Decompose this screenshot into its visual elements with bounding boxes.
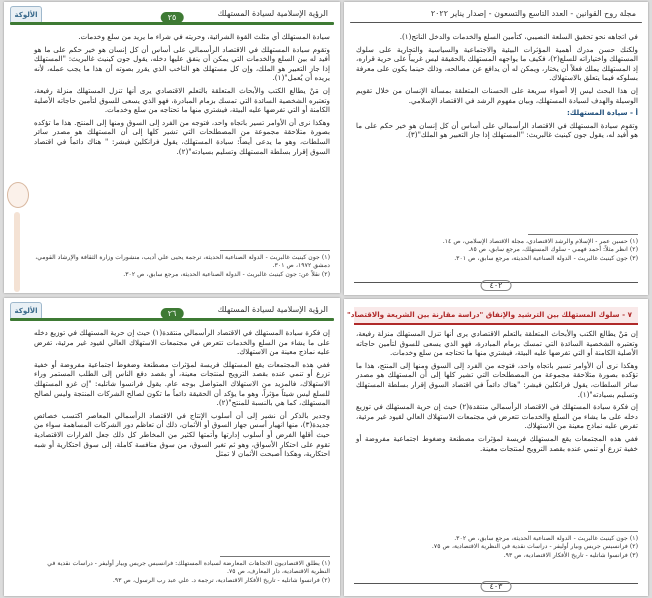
footnote-rule (528, 234, 638, 235)
page-header (10, 303, 334, 323)
footnotes (34, 254, 330, 279)
paragraph: وتقوم سيادة المستهلك في الاقتصاد الرأسمالي على أساس أن كل إنسان هو خير حكم على ما هو أفيد له، يقول جون كينيث غالبريث: "المستهلك إذا جاز التعبير هو الملك"(٣). (356, 120, 638, 140)
running-header: الرؤية الإسلامية لسيادة المستهلك (217, 305, 328, 314)
article-title: ٧ - سلوك المستهلك بين الترشيد والإنفاق "دراسة مقارنة بين الشريعة والاقتصاد" (347, 310, 632, 319)
paragraph: سيادة المستهلك أي مثلث القوة الشرائية، وحريته في شراء ما يريد من سلع وخدمات. (78, 32, 330, 41)
footnote-rule (220, 556, 330, 557)
footnote: (١) يطلق الاقتصاديون الاتجاهات المعارضة لسيادة المستهلك: فرانسيس جريس وبيار أوليفر - دراسات نقدية في النظرية الاقتصادية، دار المعارف، ص ٧٥. (47, 560, 330, 576)
paragraph: وهكذا نرى أن الأوامر تسير باتجاه واحد، فتوجه من الفرد إلى السوق ومنها إلى المنتج، هذا ما تؤكده بصورة متلاحقة مجموعة من المصطلحات التي تشير كلها إلى أن المستهلك هو مصدر سائر السلطات، يقول فرانكلين فيشر: "هناك دائماً في اقتصاد السوق إقرار بسلطة المستهلك وتسليم بسيادته"(١). (356, 360, 638, 399)
page-body (356, 32, 638, 143)
page-footer-number: ٤٠٣ (481, 581, 512, 592)
header-rule (350, 22, 642, 23)
article-title-banner (347, 307, 638, 325)
journal-page-403 (344, 299, 648, 596)
running-header: الرؤية الإسلامية لسيادة المستهلك (217, 9, 328, 18)
paragraph: ففي هذه المجتمعات يقع المستهلك فريسة لمؤثرات مصطنعة وضغوط اجتماعية مفروضة أو خفية تزرع أو تنمي عنده بقصد الترويج لمنتجات معينة، أو بقصد دفع الناس إلى الطلب المستمر وراء الاستهلاك، فالمزيد من الاستهلاك المتواصل بوجه عام. يقول فرانسوا شاتليه: "إن غزو المستهلك للسلع ليس شيئاً مؤثراً، وهو ما يؤكد أن الحقيقة دائماً ما تكون لصالح الشركات المنتجة وليس لصالح المستهلك، كما هي بالنسبة للمنتج"(٢). (34, 359, 330, 408)
paragraph: إن مَنْ يطالع الكتب والأبحاث المتعلقة بالتعلم الاقتصادي يرى أنها تنزل المستهلك منزلة رفيعة، وتعتبره الشخصية السائدة التي تمسك بزمام المبادرة، فهو الذي يسعى للسوق لتأمين حاجاته الأصلية الكامنة أو التي تفرضها عليه البيئة، فيشتري منها ما تحتاجه من سلع وخدمات. (356, 329, 638, 358)
publisher-logo: الألوكة (10, 302, 42, 320)
page-number-badge: ٢٥ (161, 12, 184, 23)
paragraph: إن مَنْ يطالع الكتب والأبحاث المتعلقة بالتعلم الاقتصادي يرى أنها تنزل المستهلك منزلة رفيعة، وتعتبره الشخصية السائدة التي تمسك بزمام المبادرة، فهو الذي يسعى للسوق لتأمين حاجاته الأصلية الكامنة أو التي تفرضها عليه البيئة، فيشتري منها ما تحتاجه من سلع وخدمات. (34, 85, 330, 115)
footnotes (34, 560, 330, 585)
footnote: (٣) جون كينيث غالبريث - الدولة الصناعية الحديثة، مرجع سابق، ص ٣٠١. (454, 254, 638, 262)
header-rule (10, 22, 334, 25)
footnotes (356, 238, 638, 263)
footnote: (١) جون كينيث غالبريث - الدولة الصناعية الحديثة، ترجمة يحيى علي أديب، منشورات وزارة الثقافة والإرشاد القومي، دمشق ١٩٧٢، ص ٣٠١. (35, 254, 330, 270)
footnote: (١) حسين عمر - الإسلام والرشد الاقتصادي، مجلة الاقتصاد الإسلامي، ص ١٤. (442, 238, 638, 245)
running-header: مجلة روح القوانين - العدد التاسع والتسعون - إصدار يناير ٢٠٢٢ (430, 9, 636, 18)
footnote: (٢) نقلاً عن: جون كينيث غالبريث - الدولة الصناعية الحديثة، مرجع سابق، ص ٣٠٢. (123, 270, 330, 278)
footnote: (٣) فرانسوا شاتليه - تاريخ الأفكار الاقتصادية، ص ٩٣. (503, 551, 638, 559)
page-body (356, 329, 638, 456)
paragraph: إن هذا البحث ليس إلا أضواء سريعة على الحسنات المتعلقة بمسألة الإنسان من خلال تقويم الوسيلة والهدف لسيادة المستهلك، وبيان مفهوم الرشد في الاقتصاد الإسلامي. (356, 85, 638, 105)
footnote: (٢) فرانسيس جريس وبيار أوليفر - دراسات نقدية في النظرية الاقتصادية، ص ٧٥. (431, 543, 638, 551)
book-page-25 (4, 2, 340, 293)
ornament-strip (14, 212, 20, 292)
paragraph: في اتجاهه نحو تحقيق السلعة النصيبي، كتأمين السلع والخدمات والدخل الناتج(١). (399, 32, 638, 41)
page-footer-number: ٤٠٢ (481, 280, 512, 291)
footnote: (٢) فرانسوا شاتليه - تاريخ الأفكار الاقتصادية، ترجمة د. علي عبد رب الرسول، ص ٩٣. (112, 576, 330, 584)
footnotes (356, 535, 638, 560)
page-header (10, 7, 334, 27)
page-body (34, 328, 330, 462)
page-number-badge: ٢٦ (161, 308, 184, 319)
decorative-sidebar (7, 152, 27, 293)
footnote-rule (528, 531, 638, 532)
publisher-logo: الألوكة (10, 6, 42, 24)
footnote-rule (220, 250, 330, 251)
paragraph: وجدير بالذكر أن نشير إلى أن أسلوب الإنتاج في الاقتصاد الرأسمالي المعاصر اكتسب خصائص جديدة(٣)، منها انهيار أسس جهاز السوق أو الأثمان، ذلك أن تعاظم دور الشركات المساهمة سواء من حيث أقلها الفرض أو أسلوب إدارتها وأتمتها لكثير من المخاطر كل ذلك جعل القرارات الاقتصادية تقوم على احتكار الأسواق، وهو ثم تغير السوق، من سوق منافسة كاملة، إلى سوق احتكارية أو شبه احتكارية، وهكذا أصبحت الأثمان لا تمثل (34, 410, 330, 459)
ornament-icon (7, 182, 29, 208)
footnote: (٢) انظر مثلاً: أحمد فهمي - سلوك المستهلك، مرجع سابق، ص ٨٥. (468, 246, 638, 254)
page-header (350, 7, 642, 27)
header-rule (10, 318, 334, 321)
paragraph: وهكذا نرى أن الأوامر تسير باتجاه واحد، فتوجه من الفرد إلى السوق ومنها إلى المنتج. هذا ما تؤكده بصورة متلاحقة مجموعة من المصطلحات التي تشير كلها إلى أن المستهلك هو مصدر سائر السلطات، وهو ما يدعى أيضاً: سيادة المستهلك، يقول فرانكلين فيشر: " هناك دائماً في اقتصاد السوق إقرار بسلطة المستهلك وتسليم بسيادته"(٢). (34, 117, 330, 156)
page-body (34, 32, 330, 159)
paragraph: وتقوم سيادة المستهلك في الاقتصاد الرأسمالي على أساس أن كل إنسان هو خير حكم على ما هو أفيد له بين السلع والخدمات التي يمكن أن ينفق عليها دخله، يقول جون كينيث غالبريث: "المستهلك إذا جاز التعبير هو الملك، وإن كل مستهلك هو الناخب الذي يقرر بصوته أن هذا ما يجب عمله، لأنه يريده أن يُعمل"(١). (34, 44, 330, 83)
paragraph: ففي هذه المجتمعات يقع المستهلك فريسة لمؤثرات مصطنعة وضغوط اجتماعية مفروضة أو خفية تزرع أو تنمي عنده بقصد الترويج لمنتجات معينة. (356, 433, 638, 453)
paragraph: إن فكرة سيادة المستهلك في الاقتصاد الرأسمالي منتقدة(٢) حيث إن حرية المستهلك في توزيع دخله على ما يشاء من السلع والخدمات تتعرض في مجتمعات الاستهلاك العالي لقيود غير مرئية، تفرض عليه نماذج معينة من الاستهلاك. (356, 402, 638, 431)
paragraph: إن فكرة سيادة المستهلك في الاقتصاد الرأسمالي منتقدة(١) حيث إن حرية المستهلك في توزيع دخله على ما يشاء من السلع والخدمات تتعرض في مجتمعات الاستهلاك العالي لقيود غير مرئية، تفرض عليه نماذج معينة من الاستهلاك. (34, 328, 330, 357)
footnote: (١) جون كينيث غالبريث - الدولة الصناعية الحديثة، مرجع سابق، ص ٣٠٢. (454, 535, 638, 542)
journal-page-402 (344, 2, 648, 295)
book-page-26 (4, 298, 340, 596)
section-title: أ - سيادة المستهلك: (566, 108, 638, 118)
paragraph: ولكنك حسن مدرك أهمية المؤثرات البيئية والاجتماعية والسياسية والتجارية على سلوك المستهلك واختياراته للسلع(٢)، فكيف ما يواجهه المستهلك بالحقيقة ليس غريباً على حرية قراره، إذ المستهلك يملك فعلاً أن يختار، ويمكن له أن يدافع عن مصالحه، وذلك حينما يكون على معرفة بسلوكه فيما يتعلق بالاستهلاك. (356, 44, 638, 83)
